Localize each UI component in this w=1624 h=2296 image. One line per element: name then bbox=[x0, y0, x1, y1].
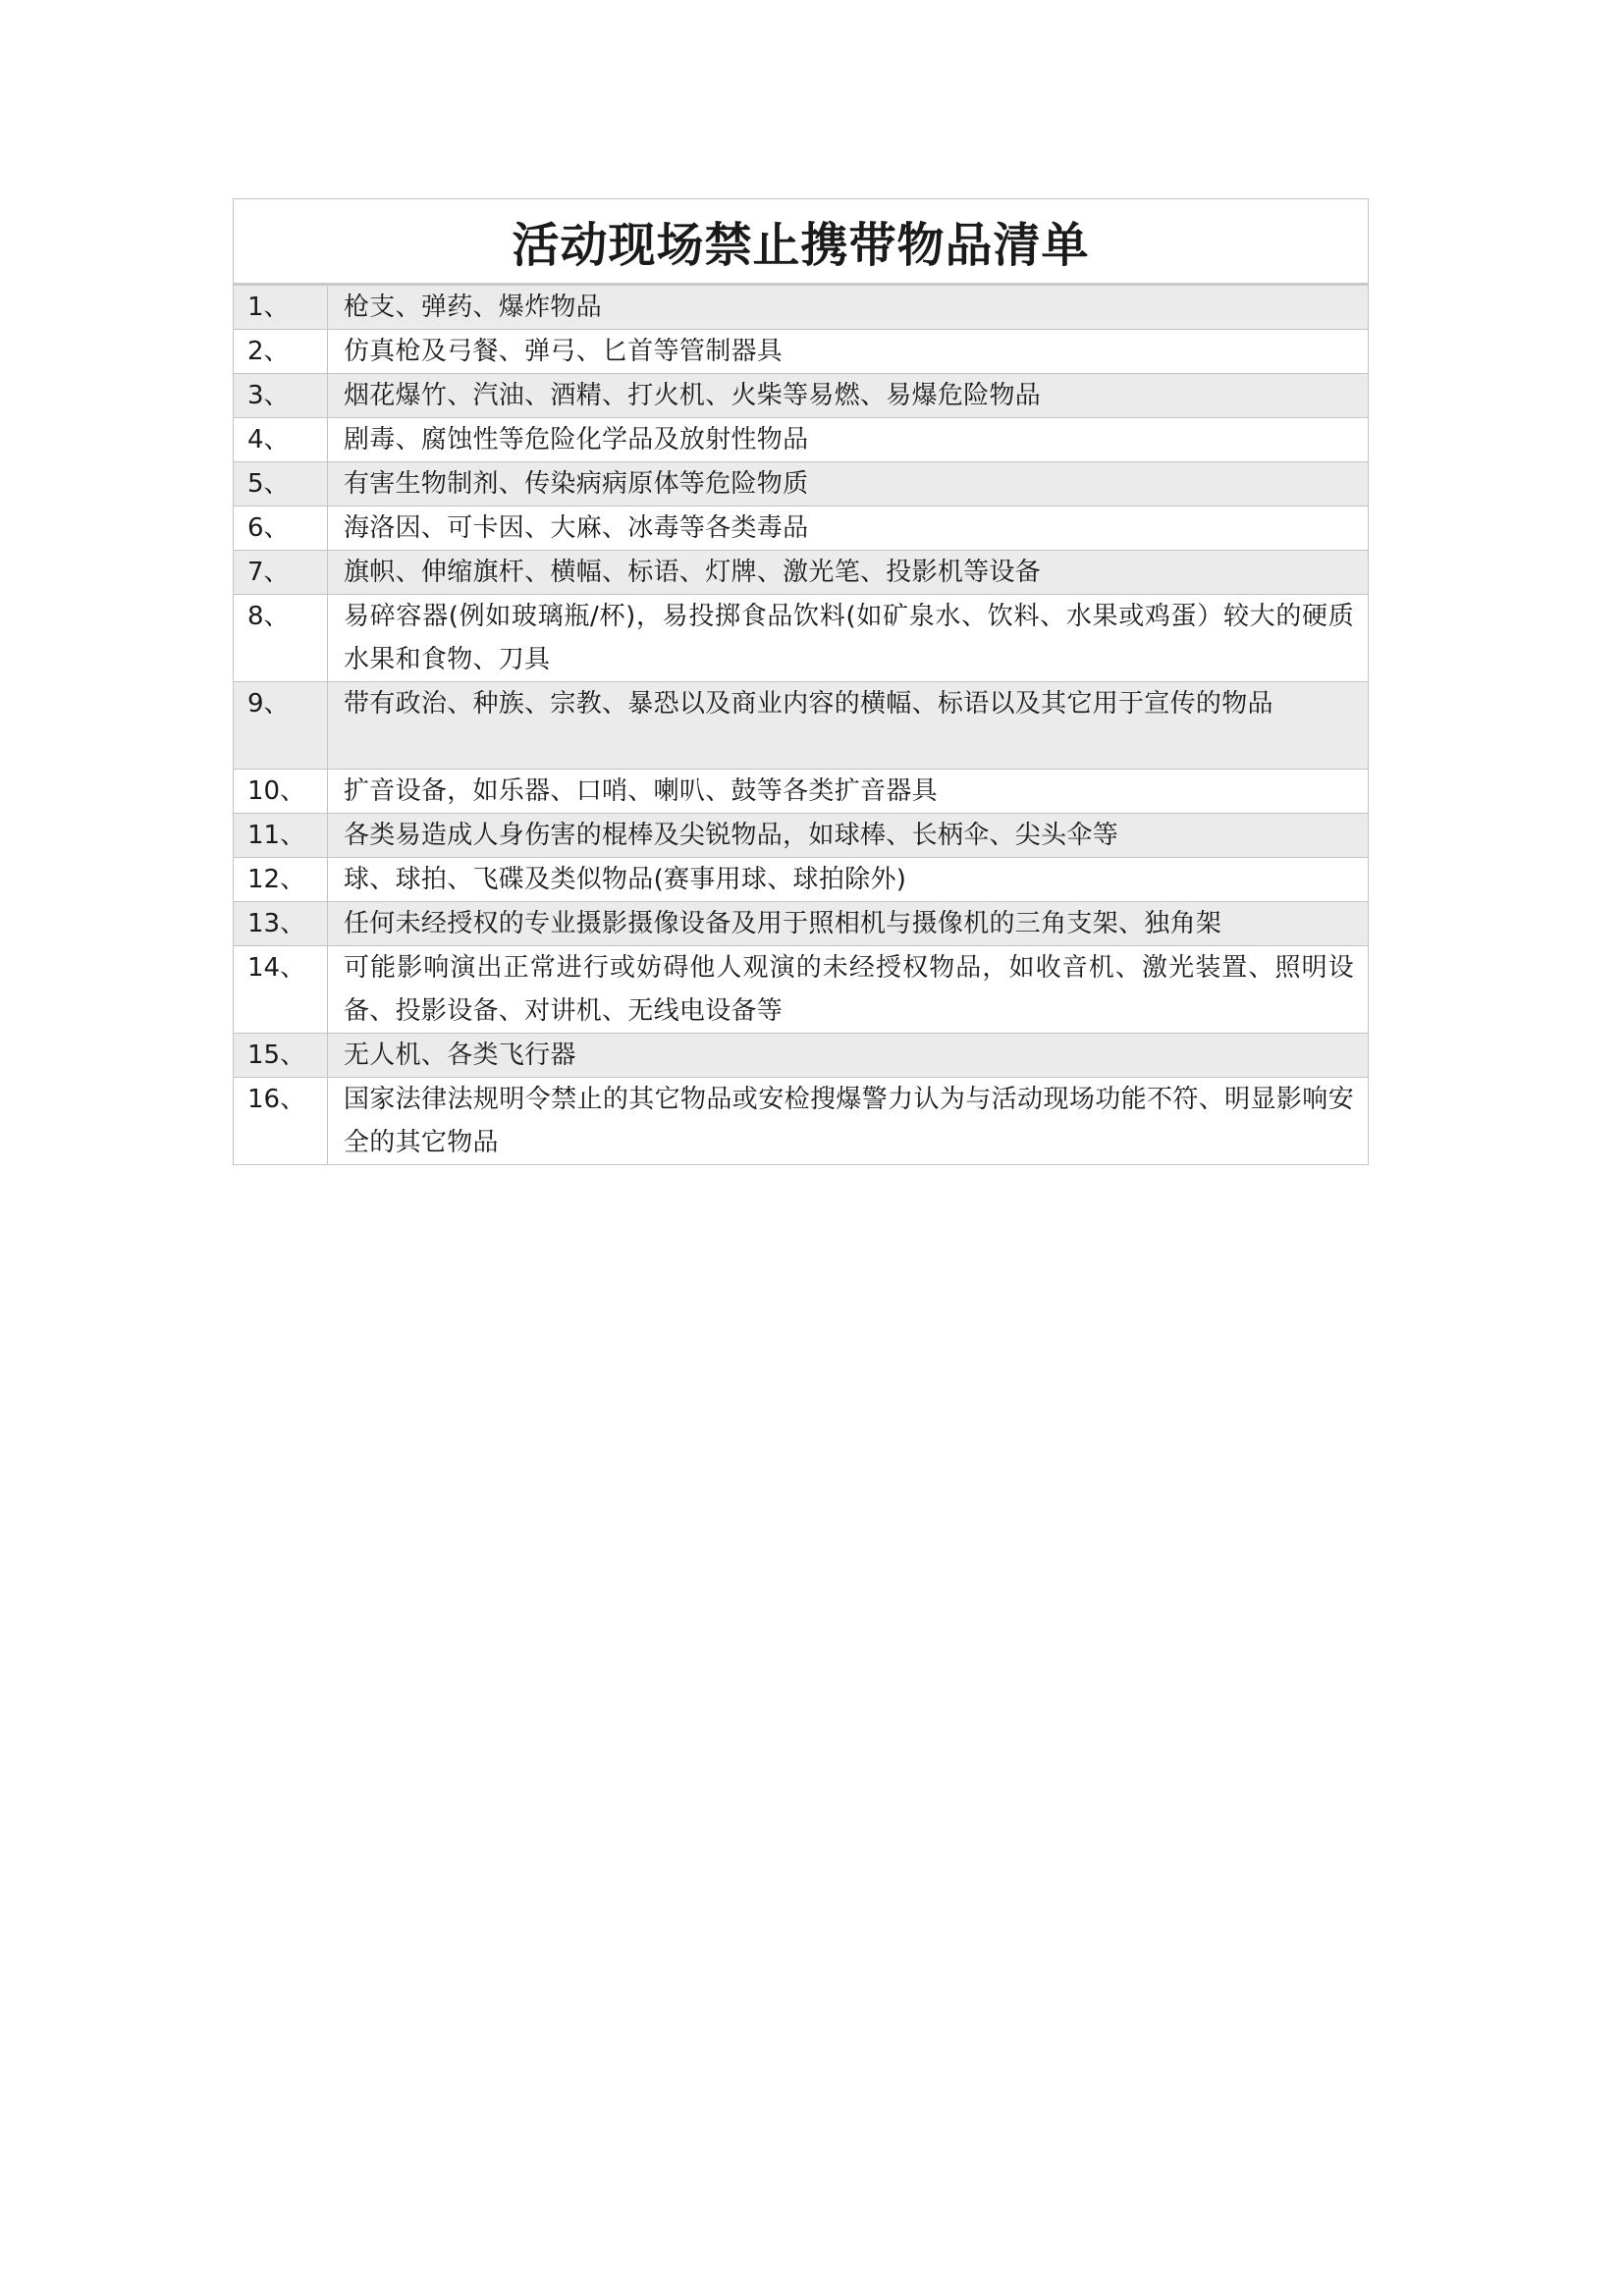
page-title: 活动现场禁止携带物品清单 bbox=[512, 218, 1090, 273]
item-number: 2、 bbox=[234, 330, 328, 373]
table-row bbox=[234, 1077, 1368, 1164]
item-text: 易碎容器(例如玻璃瓶/杯)，易投掷食品饮料(如矿泉水、饮料、水果或鸡蛋）较大的硬质水果和食物、刀具 bbox=[344, 602, 1354, 674]
item-text: 仿真枪及弓餐、弹弓、匕首等管制器具 bbox=[344, 337, 784, 366]
table-row bbox=[234, 1033, 1368, 1077]
table-row bbox=[234, 681, 1368, 769]
item-number: 6、 bbox=[234, 507, 328, 550]
table-row bbox=[234, 857, 1368, 901]
item-text: 枪支、弹药、爆炸物品 bbox=[344, 293, 603, 322]
item-number: 16、 bbox=[234, 1078, 328, 1164]
table-row bbox=[234, 286, 1368, 329]
item-number: 12、 bbox=[234, 858, 328, 901]
table-row bbox=[234, 461, 1368, 506]
item-text: 烟花爆竹、汽油、酒精、打火机、火柴等易燃、易爆危险物品 bbox=[344, 381, 1042, 410]
item-text: 任何未经授权的专业摄影摄像设备及用于照相机与摄像机的三角支架、独角架 bbox=[344, 909, 1222, 938]
item-number: 10、 bbox=[234, 770, 328, 813]
table-row bbox=[234, 901, 1368, 945]
item-text: 各类易造成人身伤害的棍棒及尖锐物品，如球棒、长柄伞、尖头伞等 bbox=[344, 821, 1119, 850]
item-text: 旗帜、伸缩旗杆、横幅、标语、灯牌、激光笔、投影机等设备 bbox=[344, 558, 1042, 587]
item-text: 有害生物制剂、传染病病原体等危险物质 bbox=[344, 469, 809, 499]
table-row bbox=[234, 945, 1368, 1033]
table-row bbox=[234, 506, 1368, 550]
item-text: 国家法律法规明令禁止的其它物品或安检搜爆警力认为与活动现场功能不符、明显影响安全的其它物品 bbox=[344, 1085, 1354, 1157]
item-number: 15、 bbox=[234, 1034, 328, 1077]
item-number: 5、 bbox=[234, 462, 328, 506]
table-row bbox=[234, 594, 1368, 681]
item-text: 剧毒、腐蚀性等危险化学品及放射性物品 bbox=[344, 425, 809, 454]
item-rows bbox=[234, 286, 1368, 1164]
item-text: 带有政治、种族、宗教、暴恐以及商业内容的横幅、标语以及其它用于宣传的物品 bbox=[344, 689, 1273, 719]
table-row bbox=[234, 550, 1368, 594]
item-text: 球、球拍、飞碟及类似物品(赛事用球、球拍除外) bbox=[344, 865, 907, 894]
item-text: 无人机、各类飞行器 bbox=[344, 1041, 576, 1070]
item-number: 7、 bbox=[234, 551, 328, 594]
table-row bbox=[234, 769, 1368, 813]
item-number: 9、 bbox=[234, 682, 328, 769]
item-text: 可能影响演出正常进行或妨碍他人观演的未经授权物品，如收音机、激光装置、照明设备、投影设备、对讲机、无线电设备等 bbox=[344, 953, 1354, 1026]
table-row bbox=[234, 373, 1368, 417]
item-number: 13、 bbox=[234, 902, 328, 945]
item-number: 4、 bbox=[234, 418, 328, 461]
table-row bbox=[234, 813, 1368, 857]
item-text: 扩音设备，如乐器、口哨、喇叭、鼓等各类扩音器具 bbox=[344, 776, 938, 806]
item-number: 11、 bbox=[234, 814, 328, 857]
prohibited-items-table bbox=[233, 198, 1369, 1165]
table-title-row bbox=[234, 199, 1368, 286]
item-number: 14、 bbox=[234, 946, 328, 1033]
table-row bbox=[234, 417, 1368, 461]
item-text: 海洛因、可卡因、大麻、冰毒等各类毒品 bbox=[344, 513, 809, 543]
item-number: 8、 bbox=[234, 595, 328, 681]
item-number: 1、 bbox=[234, 286, 328, 329]
table-row bbox=[234, 329, 1368, 373]
item-number: 3、 bbox=[234, 374, 328, 417]
